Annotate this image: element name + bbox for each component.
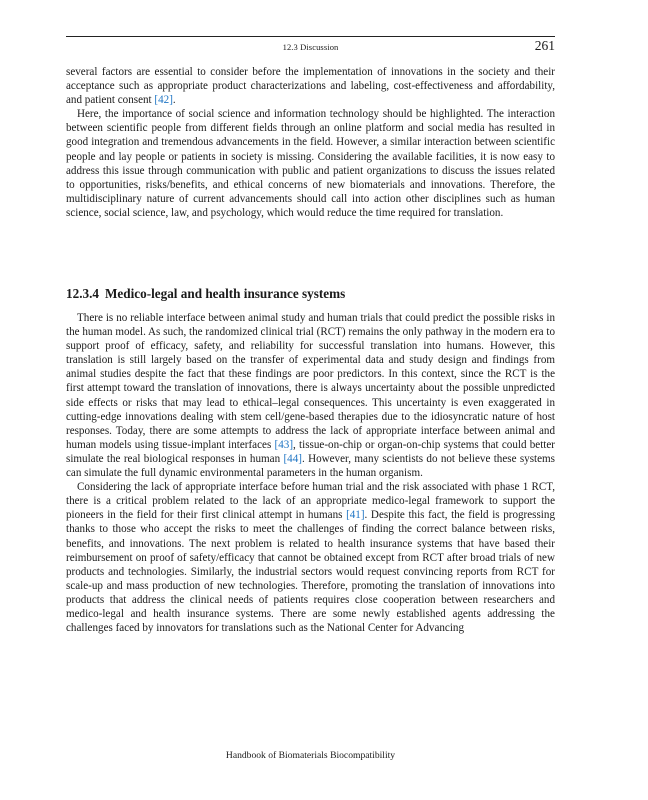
paragraph-social-science: Here, the importance of social science and information technology should be highlighted. The interaction between scientific people from different fields through an online platform and social media has resulted in good integration and tremendous advancements in the field. However, a similar interaction between scientific people and lay people or patients in society is missing. Considering the available facilities, it is now easy to address this issue through communication with public and patient organizations to discuss the issues related to opportunities, risks/benefits, and ethical concerns of new biomaterials and innovations. Therefore, the multidisciplinary nature of current advancements should call into action other disciplines such as human science, social science, law, and psychology, which would reduce the time required for translation. xyxy=(66,108,555,219)
citation-link[interactable]: [42] xyxy=(154,94,173,107)
citation-link[interactable]: [43] xyxy=(274,438,294,451)
header-rule xyxy=(66,36,555,37)
paragraph-medico-legal: Considering the lack of appropriate interface before human trial and the risk associated with phase 1 RCT, there is a critical problem related to the lack of an appropriate medico-legal framework to support the pioneers in the field for their first clinical attempt in humans [41]. Despite this fact, the field is progressing thanks to those who accept the risks to meet the challenges of finding the correct balance between risks, benefits, and innovations. The next problem is related to health insurance systems that have based their reimbursement on proof of safety/efficacy that cannot be obtained except from RCT after broad trials of new products and technologies. Similarly, the industrial sectors would request convincing reports from RCT for scale-up and mass production of new technologies. Therefore, promoting the translation of innovations into products that address the clinical needs of patients requires close cooperation between researchers and medico-legal and health insurance systems. There are some newly established agents addressing the challenges faced by innovators for translations such as the National Center for Advancing xyxy=(66,481,555,635)
running-footer: Handbook of Biomaterials Biocompatibility xyxy=(225,750,396,761)
section-number: 12.3.4 xyxy=(66,286,99,301)
section-label: 12.3 Discussion xyxy=(282,42,339,52)
section-title: Medico-legal and health insurance systems xyxy=(104,286,346,301)
section-heading xyxy=(66,286,555,302)
body-text-section xyxy=(66,311,555,635)
running-header xyxy=(66,38,555,56)
paragraph-interface: There is no reliable interface between animal study and human trials that could predict the possible risks in the human model. As such, the randomized clinical trial (RCT) remains the only pathway in the modern era to support proof of efficacy, safety, and reliability for successful translation into humans. However, this translation is still largely based on the transfer of experimental data and study design and findings from animal studies despite the fact that these findings are poor predictors. In this context, since the RCT is the first attempt toward the translation of innovations, there is always uncertainty about the possible unpredicted side effects or risks that may lead to ethical–legal consequences. This uncertainty is even exaggerated in cutting-edge innovations dealing with stem cell/gene-based therapies due to the idiosyncratic nature of host responses. Today, there are some attempts to address the lack of appropriate interface between animal and human models using tissue-implant interfaces [43], tissue-on-chip or organ-on-chip systems that could better simulate the real biological responses in human [44]. However, many scientists do not believe these systems can simulate the full dynamic environmental parameters in the human organism. xyxy=(66,312,556,480)
paragraph-continued: several factors are essential to consider before the implementation of innovations in the society and their acceptance such as appropriate product characterizations and labeling, cost-effectiveness and affordability, and patient consent [42]. xyxy=(66,66,555,107)
body-text-top xyxy=(66,65,555,220)
page-number: 261 xyxy=(534,38,555,53)
citation-link[interactable]: [44] xyxy=(283,452,302,465)
citation-link[interactable]: [41] xyxy=(346,509,365,522)
